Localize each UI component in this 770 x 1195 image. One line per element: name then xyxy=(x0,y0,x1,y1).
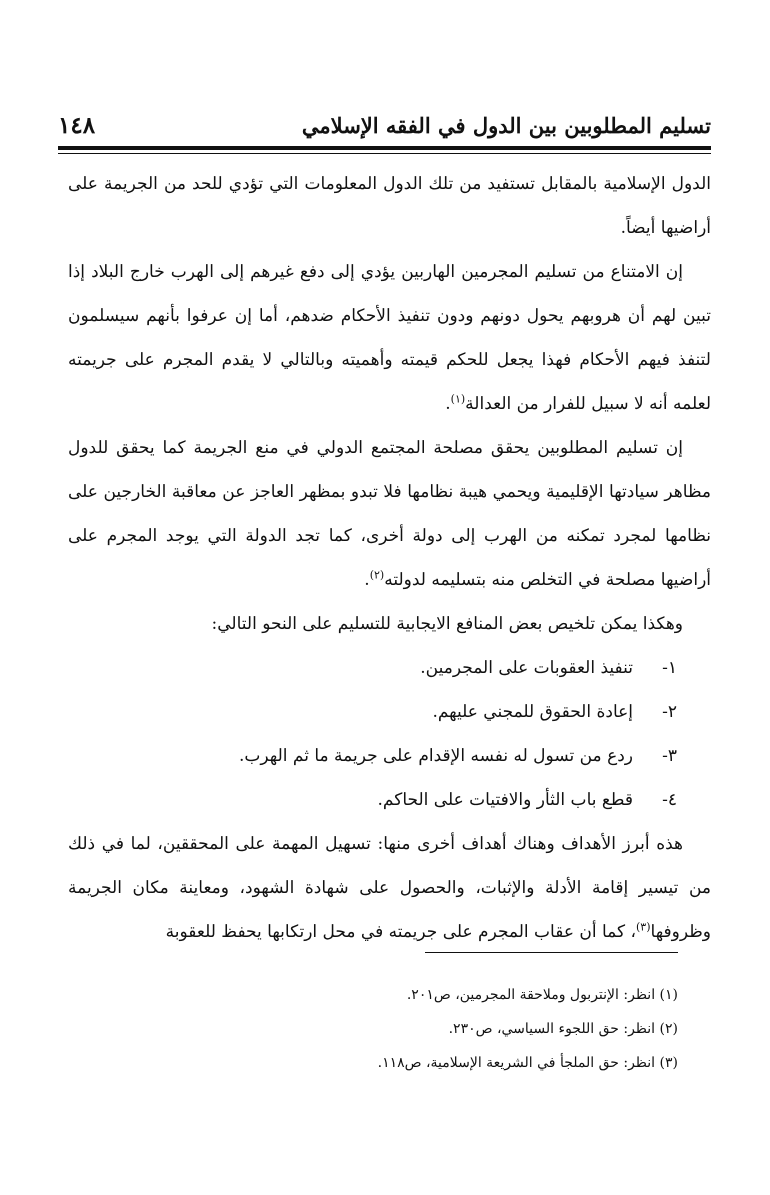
list-item-number: ٢- xyxy=(662,702,677,722)
page-header xyxy=(58,108,711,142)
list-item-number: ٣- xyxy=(662,746,677,766)
list-item-text: ردع من تسول له نفسه الإقدام على جريمة ما ثم الهرب. xyxy=(238,746,633,766)
paragraph-2-end: . xyxy=(445,394,451,414)
footnote-separator xyxy=(425,952,678,953)
paragraph-3-end: . xyxy=(364,570,370,590)
paragraph-3-text: إن تسليم المطلوبين يحقق مصلحة المجتمع الدولي في منع الجريمة كما يحقق للدول مظاهر سيادتها الإقليمية ويحمي هيبة نظامها فلا تبدو بمظهر العاجز عن معاقبة الخارجين على نظامها لمجرد تمكنه من الهرب إلى دولة أخرى، كما تجد الدولة التي يوجد المجرم على أراضيها مصلحة في التخلص منه بتسليمه لدولته xyxy=(68,438,711,590)
list-item xyxy=(68,734,711,778)
list-item-text: تنفيذ العقوبات على المجرمين. xyxy=(420,658,633,678)
running-title: تسليم المطلوبين بين الدول في الفقه الإسلامي xyxy=(301,113,711,138)
footnote-ref-1: (١) xyxy=(450,392,466,406)
list-item-number: ٤- xyxy=(662,790,677,810)
list-item-text: إعادة الحقوق للمجني عليهم. xyxy=(432,702,633,722)
list-item-number: ١- xyxy=(662,658,677,678)
footnote-ref-3: (٣) xyxy=(636,920,651,934)
paragraph-3 xyxy=(68,426,711,602)
benefits-list xyxy=(68,646,711,822)
paragraph-2-text: إن الامتناع من تسليم المجرمين الهاربين يؤدي إلى دفع غيرهم إلى الهرب خارج البلاد إذا تبين لهم أن هروبهم يحول دونهم ودون تنفيذ الأحكام ضدهم، أما إن عرفوا بأنهم سيسلمون لتنفذ فيهم الأحكام فهذا يجعل للحكم قيمته وأهميته وبالتالي لا يقدم المجرم على جريمته لعلمه أنه لا سبيل للفرار من العدالة xyxy=(68,262,711,414)
paragraph-1: الدول الإسلامية بالمقابل تستفيد من تلك الدول المعلومات التي تؤدي للحد من الجريمة على أراضيها أيضاً. xyxy=(68,174,711,238)
paragraph-5-end: ، كما أن عقاب المجرم على جريمته في محل ارتكابها يحفظ للعقوبة xyxy=(165,922,636,942)
footnotes xyxy=(200,978,678,1080)
list-item-text: قطع باب الثأر والافتيات على الحاكم. xyxy=(377,790,633,810)
page-number: ١٤٨ xyxy=(58,112,96,139)
paragraph-5-text: هذه أبرز الأهداف وهناك أهداف أخرى منها: تسهيل المهمة على المحققين، لما في ذلك من تيسير إقامة الأدلة والإثبات، والحصول على شهادة الشهود، ومعاينة مكان الجريمة وظروفها xyxy=(68,834,711,942)
body-text xyxy=(68,162,711,954)
paragraph-4: وهكذا يمكن تلخيص بعض المنافع الايجابية للتسليم على النحو التالي: xyxy=(211,614,683,634)
footnote-2: (٢) انظر: حق اللجوء السياسي، ص٢٣٠. xyxy=(448,1021,678,1037)
list-item xyxy=(68,778,711,822)
footnote-3: (٣) انظر: حق الملجأ في الشريعة الإسلامية، ص١١٨. xyxy=(377,1055,678,1071)
header-rule-thin xyxy=(58,153,711,154)
footnote-1: (١) انظر: الإنتربول وملاحقة المجرمين، ص٢٠١. xyxy=(406,987,678,1003)
paragraph-5 xyxy=(68,822,711,954)
header-rule-thick xyxy=(58,146,711,150)
list-item xyxy=(68,646,711,690)
list-item xyxy=(68,690,711,734)
footnote-ref-2: (٢) xyxy=(369,568,385,582)
paragraph-2 xyxy=(68,250,711,426)
